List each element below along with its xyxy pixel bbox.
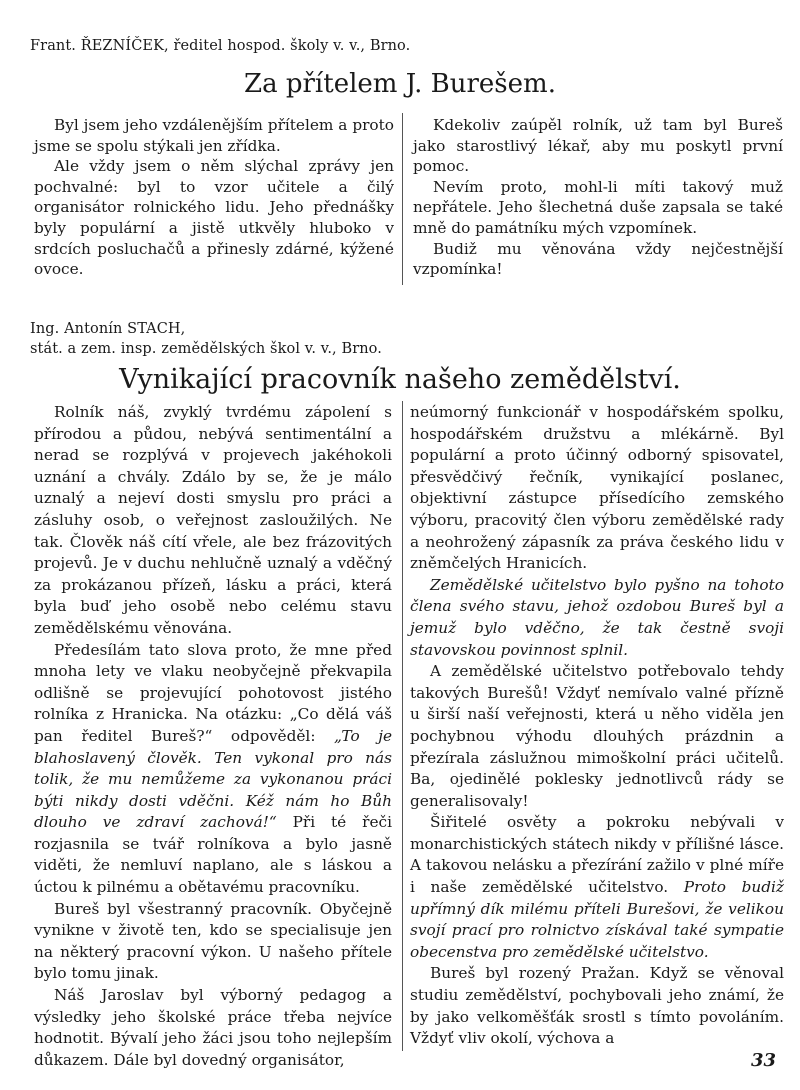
article1-left-column	[34, 115, 394, 280]
text-run: Šiřitelé osvěty a pokroku nebývali v monarchistických státech nikdy v přílišné lásce. A takovou nelásku a přezírání zažilo v plné míře i naše zemědělské učitelstvo.	[410, 813, 784, 897]
article2-title: Vynikající pracovník našeho zemědělství.	[119, 364, 681, 395]
text-run: Předesílám tato slova proto, že mne před mnoha lety ve vlaku neobyčejně překvapila odlišně se projevující pohotovost jistého rolníka z Hranicka. Na otázku: „Co dělá váš pan ředitel Bureš?“ odpověděl:	[34, 640, 392, 745]
article2-right-column	[410, 402, 784, 1050]
paragraph	[410, 812, 784, 963]
article1-byline: Frant. ŘEZNÍČEK, ředitel hospod. školy v. v., Brno.	[30, 38, 411, 54]
paragraph: Nevím proto, mohl-li míti takový muž nepřátele. Jeho šlechetná duše zapsala se také mně do památníku mých vzpomínek.	[413, 177, 783, 237]
article2-left-column	[34, 402, 392, 1071]
italic-passage: Proto budiž upřímný dík milému příteli Burešovi, že velikou svojí prací pro rolnictvo získával také sympatie obecenstva pro zemědělské učitelstvo.	[410, 878, 784, 961]
article1-title: Za přítelem J. Burešem.	[244, 69, 556, 99]
paragraph: Náš Jaroslav byl výborný pedagog a výsledky jeho školské práce třeba nejvíce hodnotit. Bývalí jeho žáci jsou toho nejlepším důkazem. Dále byl dovedný organisátor,	[34, 986, 392, 1069]
paragraph: Rolník náš, zvyklý tvrdému zápolení s přírodou a půdou, nebývá sentimentální a nerad se rozplývá v projevech jakéhokoli uznání a chvály. Zdálo by se, že je málo uznalý a nejeví dosti smyslu pro práci a zásluhy osob, o veřejnost zasloužilých. Ne tak. Člověk náš cítí vřele, ale bez frázovitých projevů. Je v duchu nehlučně uznalý a vděčný za prokázanou přízeň, lásku a práci, která byla buď jeho osobě nebo celému stavu zemědělskému věnována.	[34, 403, 392, 637]
page-number: 33	[750, 1050, 776, 1071]
text-run: Při té řeči rozjasnila se tvář rolníkova a bylo jasně viděti, že nemluví naplano, ale s láskou a úctou k pilnému a obětavému pracovníku.	[34, 813, 392, 897]
paragraph: Byl jsem jeho vzdálenějším přítelem a proto jsme se spolu stýkali jen zřídka.	[34, 116, 394, 155]
paragraph: Budiž mu věnována vždy nejčestnější vzpomínka!	[413, 239, 783, 279]
article2-byline	[30, 320, 382, 360]
paragraph: Bureš byl všestranný pracovník. Obyčejně vynikne v životě ten, kdo se specialisuje jen na některý pracovní výkon. U našeho přítele bylo tomu jinak.	[34, 899, 392, 983]
article1-right-column	[413, 115, 783, 280]
author-name: Ing. Antonín STACH,	[30, 321, 186, 337]
column-divider	[402, 401, 403, 1051]
paragraph	[34, 640, 392, 899]
author-title: stát. a zem. insp. zemědělských škol v. v., Brno.	[30, 341, 382, 357]
paragraph: Bureš byl rozený Pražan. Když se věnoval studiu zemědělství, pochybovali jeho známí, že by jako velkoměšťák srostl s tímto povoláním. Vždyť vliv okolí, výchova a	[410, 964, 784, 1048]
italic-passage: Zemědělské učitelstvo bylo pyšno na tohoto člena svého stavu, jehož ozdobou Bureš byl a jemuž bylo vděčno, že tak čestně svoji stavovskou povinnost splnil.	[410, 575, 784, 659]
paragraph: Ale vždy jsem o něm slýchal zprávy jen pochvalné: byl to vzor učitele a čilý organisátor rolnického lidu. Jeho přednášky byly populární a jistě utkvěly hluboko v srdcích posluchačů a přinesly zdárné, kýžené ovoce.	[34, 157, 394, 279]
paragraph: Kdekoliv zaúpěl rolník, už tam byl Bureš jako starostlivý lékař, aby mu poskytl první pomoc.	[413, 116, 783, 176]
paragraph: neúmorný funkcionář v hospodářském spolku, hospodářském družstvu a mlékárně. Byl populární a proto účinný odborný spisovatel, přesvědčivý řečník, vynikající poslanec, objektivní zástupce přísedícího zemského výboru, pracovitý člen výboru zemědělské rady a neohrožený zápasník za práva českého lidu v zněmčelých Hranicích.	[410, 403, 784, 573]
paragraph: A zemědělské učitelstvo potřebovalo tehdy takových Burešů! Vždyť nemívalo valné přízně u širší naší veřejnosti, která u něho viděla jen pochybnou výhodu dlouhých prázdnin a přezírala záslužnou mimoškolní práci učitelů. Ba, ojedinělé poklesky jednotlivců rády se generalisovaly!	[410, 662, 784, 810]
italic-quote: „To je blahoslavený člověk. Ten vykonal pro nás tolik, že mu nemůžeme za vykonanou práci býti nikdy dosti vděčni. Kéž nám ho Bůh dlouho ve zdraví zachová!“	[34, 726, 392, 832]
paragraph	[410, 575, 784, 661]
column-divider	[402, 113, 403, 285]
